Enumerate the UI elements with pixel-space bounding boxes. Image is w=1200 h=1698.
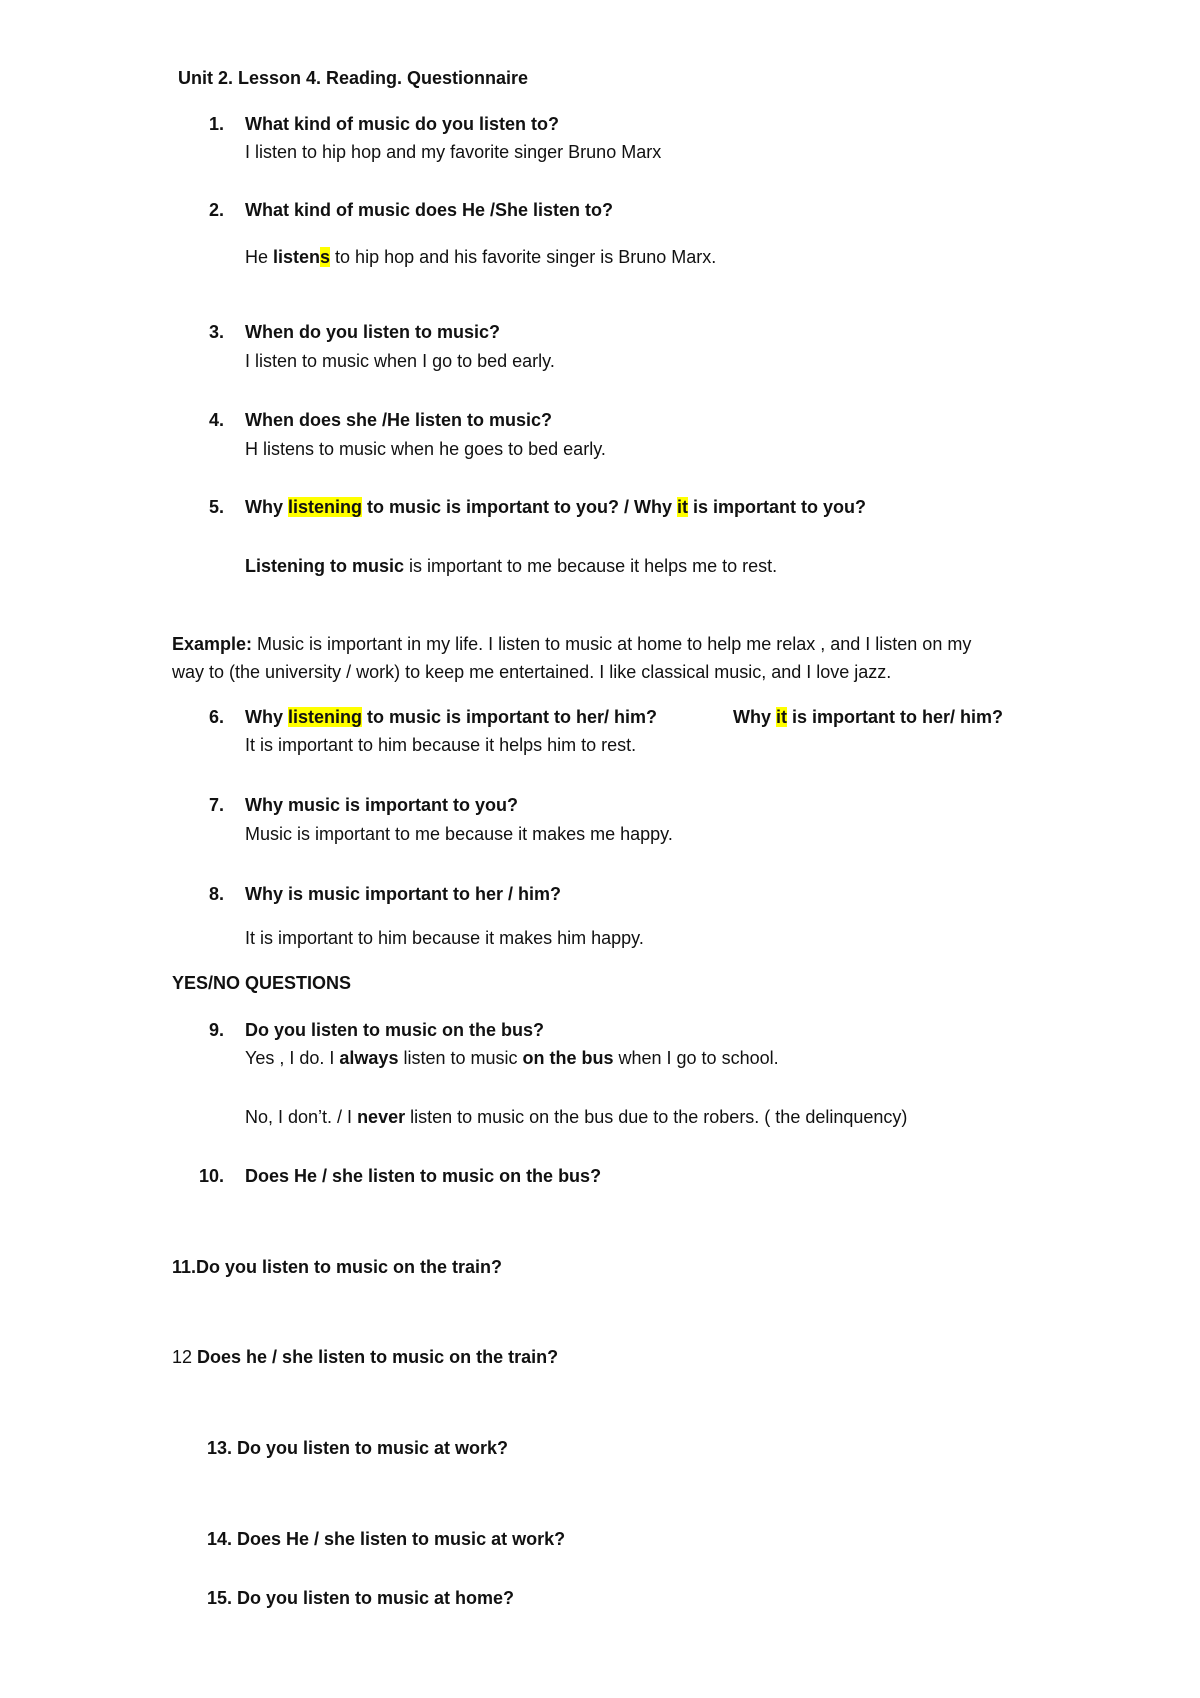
q5-number: 5. xyxy=(208,497,224,517)
q6-question-part: Why xyxy=(733,707,776,727)
q12-question xyxy=(172,1345,558,1369)
q2-question: What kind of music does He /She listen to? xyxy=(245,200,614,220)
q9-no-never: never xyxy=(357,1107,406,1127)
q9-yes-always: always xyxy=(339,1048,399,1068)
q4-answer: H listens to music when he goes to bed early. xyxy=(245,439,606,459)
q2-number: 2. xyxy=(208,200,224,220)
yes-no-heading: YES/NO QUESTIONS xyxy=(172,973,352,993)
q5-question-part: is important to you? xyxy=(688,497,867,517)
q9-yes-part: Yes , I do. I xyxy=(245,1048,340,1068)
q3-number: 3. xyxy=(208,322,224,342)
q9-no-answer xyxy=(245,1105,907,1129)
q3-answer: I listen to music when I go to bed early. xyxy=(245,351,555,371)
example-label: Example: xyxy=(172,634,253,654)
q7-answer: Music is important to me because it makes me happy. xyxy=(245,824,673,844)
q4-question: When does she /He listen to music? xyxy=(245,410,553,430)
q5-question-part: Why xyxy=(245,497,288,517)
q9-number: 9. xyxy=(208,1020,224,1040)
q5-question xyxy=(245,495,866,519)
q2-answer-start: He xyxy=(245,247,274,267)
q9-no-part: No, I don’t. / I xyxy=(245,1107,358,1127)
q6-question-part: is important to her/ him? xyxy=(787,707,1004,727)
q5-question-part: to music is important to you? / Why xyxy=(362,497,678,517)
q1-question: What kind of music do you listen to? xyxy=(245,114,559,134)
q7-question: Why music is important to you? xyxy=(245,795,519,815)
q6-question-part: Why xyxy=(245,707,288,727)
q9-yes-on-the-bus: on the bus xyxy=(522,1048,614,1068)
q6-highlight-listening: listening xyxy=(288,707,363,727)
q6-question-part: to music is important to her/ him? xyxy=(362,707,658,727)
q6-highlight-it: it xyxy=(776,707,787,727)
q13-question: Do you listen to music at work? xyxy=(237,1438,509,1458)
q12-question-text: Does he / she listen to music on the train? xyxy=(192,1347,559,1367)
q9-yes-answer xyxy=(245,1046,779,1070)
q9-question: Do you listen to music on the bus? xyxy=(245,1020,545,1040)
q6-answer: It is important to him because it helps him to rest. xyxy=(245,735,637,755)
q10-number: 10. xyxy=(198,1166,224,1186)
q15-question: Do you listen to music at home? xyxy=(237,1588,515,1608)
q8-number: 8. xyxy=(208,884,224,904)
q5-highlight-listening: listening xyxy=(288,497,363,517)
q7-number: 7. xyxy=(208,795,224,815)
q6-question-alt xyxy=(733,705,1003,729)
q1-answer: I listen to hip hop and my favorite singer Bruno Marx xyxy=(245,142,662,162)
q4-number: 4. xyxy=(208,410,224,430)
example-text-1: Music is important in my life. I listen to music at home to help me relax , and I listen on my xyxy=(252,634,972,654)
q14-number: 14. xyxy=(206,1529,232,1549)
q8-question: Why is music important to her / him? xyxy=(245,884,562,904)
q2-answer-highlight: s xyxy=(320,247,331,267)
document-title: Unit 2. Lesson 4. Reading. Questionnaire xyxy=(178,68,529,88)
q9-yes-part: when I go to school. xyxy=(613,1048,779,1068)
q5-highlight-it: it xyxy=(677,497,689,517)
q2-answer-end: to hip hop and his favorite singer is Bruno Marx. xyxy=(330,247,717,267)
example-line-2: way to (the university / work) to keep me entertained. I like classical music, and I love jazz. xyxy=(172,662,892,682)
q5-answer-bold: Listening to music xyxy=(245,556,405,576)
q12-number: 12 xyxy=(172,1347,193,1367)
q9-yes-part: listen to music xyxy=(398,1048,523,1068)
q2-answer xyxy=(245,245,716,269)
q11-question: 11.Do you listen to music on the train? xyxy=(172,1257,503,1277)
q2-answer-verb: listen xyxy=(273,247,321,267)
q6-number: 6. xyxy=(208,707,224,727)
q9-no-part: listen to music on the bus due to the robers. ( the delinquency) xyxy=(405,1107,908,1127)
q5-answer-rest: is important to me because it helps me to rest. xyxy=(404,556,778,576)
q14-question: Does He / she listen to music at work? xyxy=(237,1529,566,1549)
q8-answer: It is important to him because it makes him happy. xyxy=(245,928,644,948)
q1-number: 1. xyxy=(208,114,224,134)
q15-number: 15. xyxy=(206,1588,232,1608)
q3-question: When do you listen to music? xyxy=(245,322,501,342)
q13-number: 13. xyxy=(206,1438,232,1458)
q10-question: Does He / she listen to music on the bus? xyxy=(245,1166,602,1186)
q6-question xyxy=(245,705,657,729)
example-line-1 xyxy=(172,632,971,656)
q5-answer xyxy=(245,554,777,578)
